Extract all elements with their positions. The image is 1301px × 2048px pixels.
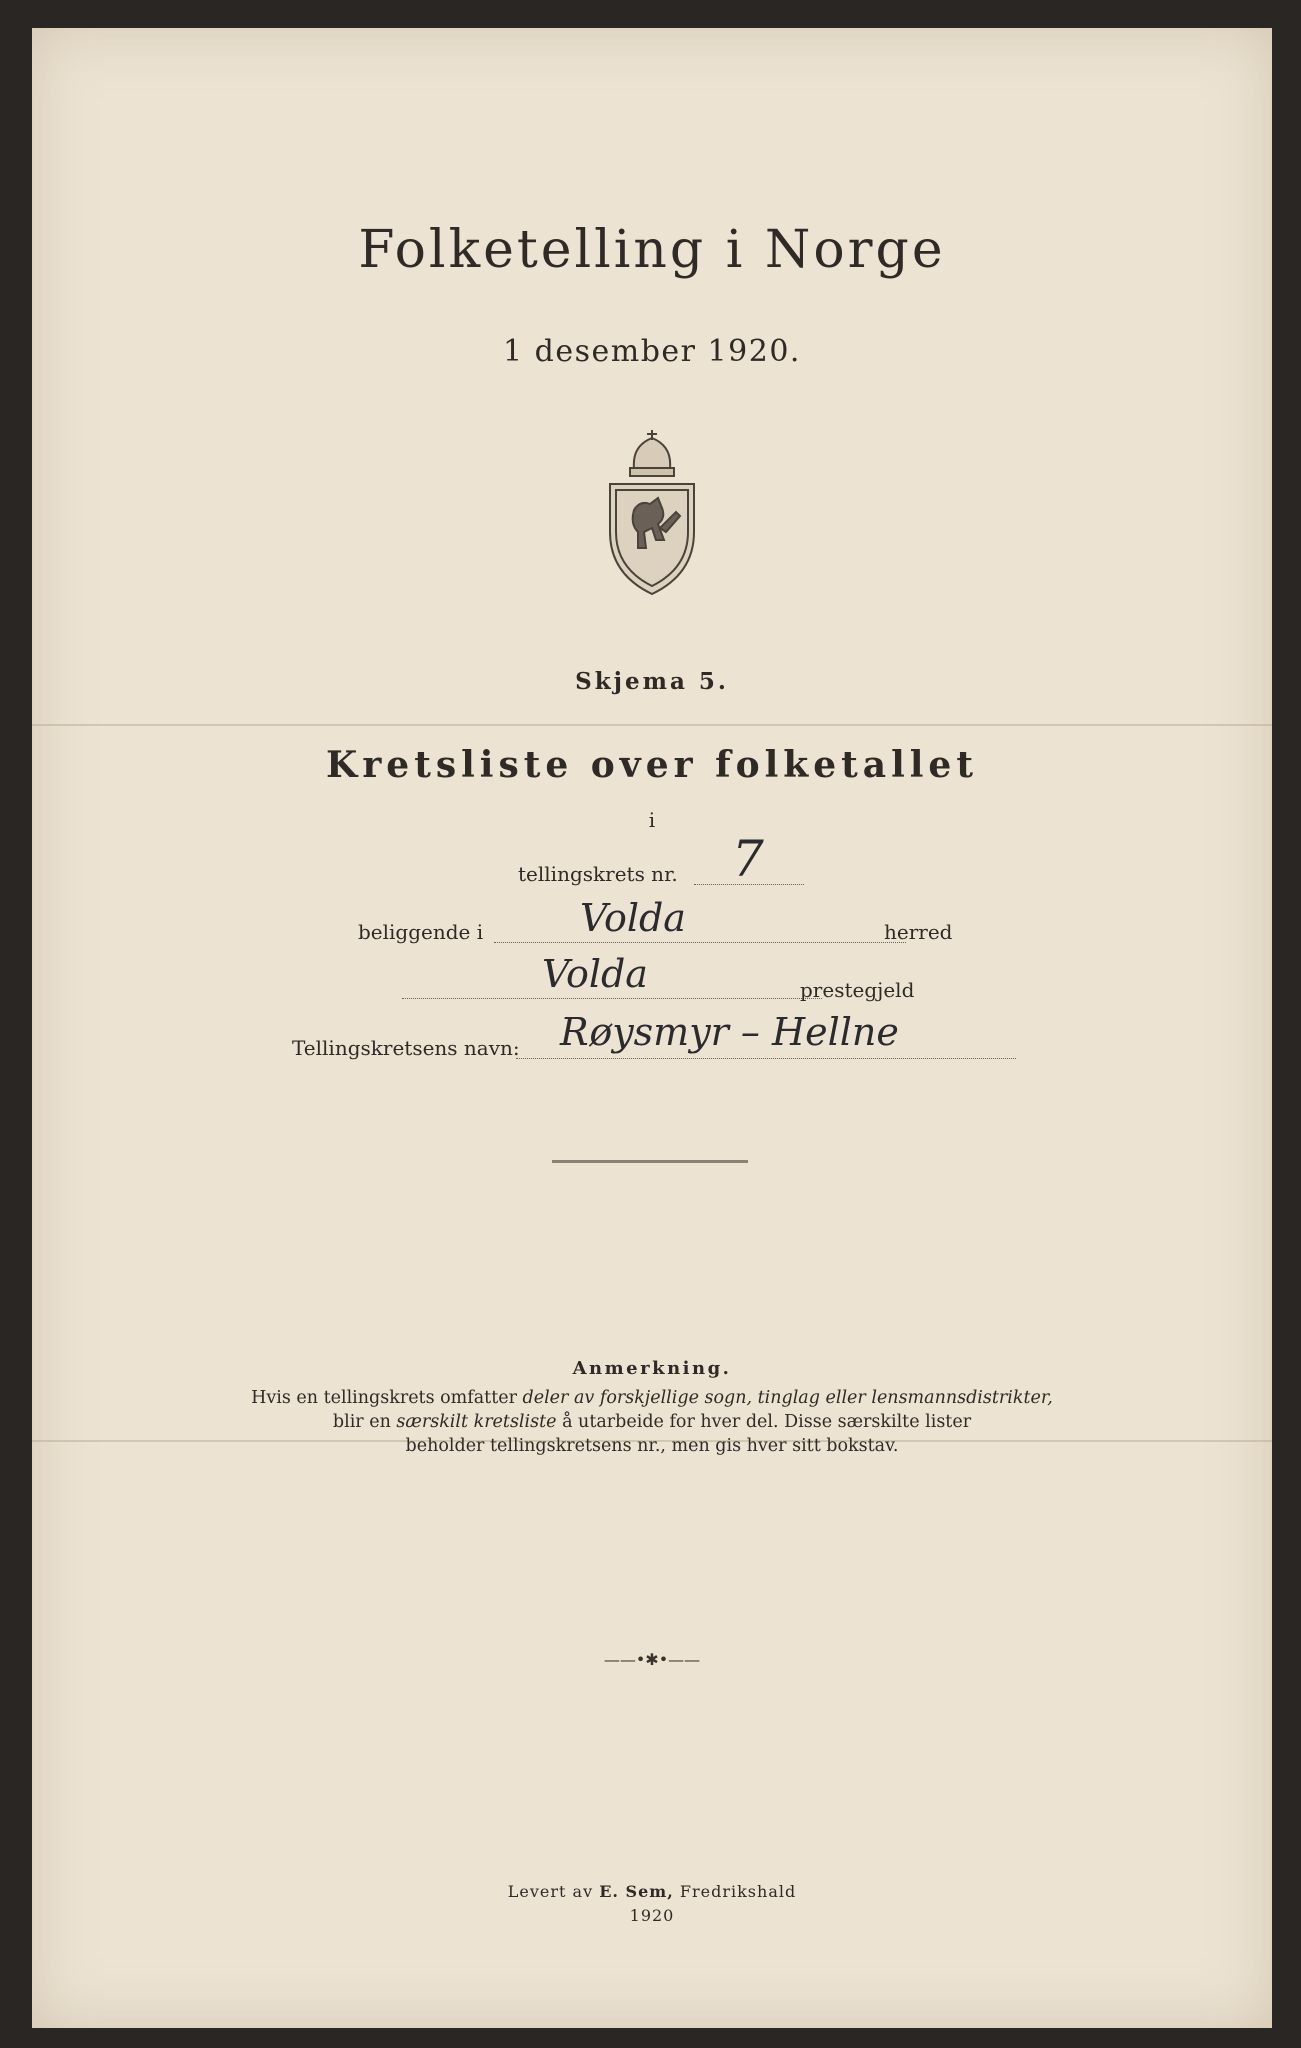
note-line-1 xyxy=(32,1388,1272,1408)
district-number-value: 7 xyxy=(732,830,764,888)
schema-number: Skjema 5. xyxy=(575,668,729,695)
note-line-2-italic: særskilt kretsliste xyxy=(396,1412,557,1432)
fold-line xyxy=(32,724,1272,726)
note-line-1-italic: deler av forskjellige sogn, tinglag eller lensmannsdistrikter, xyxy=(522,1388,1053,1408)
ornament-divider: ——•✱•—— xyxy=(603,1650,701,1669)
parish-label: prestegjeld xyxy=(800,978,915,1002)
parish-line[interactable] xyxy=(402,998,822,999)
census-date: 1 desember 1920. xyxy=(503,334,801,369)
printer-credit xyxy=(32,1882,1272,1901)
note-line-2-tail: å utarbeide for hver del. Disse særskilte lister xyxy=(556,1412,972,1432)
district-name-value: Røysmyr – Hellne xyxy=(560,1010,899,1054)
located-in-line[interactable] xyxy=(494,942,906,943)
note-line-2-text: blir en xyxy=(332,1412,397,1432)
printer-name: E. Sem, xyxy=(599,1882,674,1901)
printer-place: Fredrikshald xyxy=(673,1882,797,1901)
form-heading: Kretsliste over folketallet xyxy=(326,744,978,786)
district-name-label: Tellingskretsens navn: xyxy=(292,1036,520,1060)
connector-word: i xyxy=(648,808,656,832)
printer-pre: Levert av xyxy=(507,1882,600,1901)
note-line-2 xyxy=(32,1412,1272,1432)
district-number-label: tellingskrets nr. xyxy=(518,862,678,886)
located-in-value: Volda xyxy=(580,896,686,940)
note-line-1-text: Hvis en tellingskrets omfatter xyxy=(251,1388,523,1408)
note-title: Anmerkning. xyxy=(572,1358,732,1379)
district-name-line[interactable] xyxy=(516,1058,1016,1059)
census-form-page xyxy=(32,28,1272,2028)
herred-label: herred xyxy=(884,920,953,944)
located-in-label: beliggende i xyxy=(358,920,484,944)
page-title: Folketelling i Norge xyxy=(358,220,946,280)
note-line-3: beholder tellingskretsens nr., men gis hver sitt bokstav. xyxy=(405,1436,899,1456)
parish-value: Volda xyxy=(542,952,648,996)
norwegian-coat-of-arms-icon xyxy=(600,428,704,598)
print-year: 1920 xyxy=(629,1906,675,1925)
divider-rule xyxy=(552,1160,748,1163)
